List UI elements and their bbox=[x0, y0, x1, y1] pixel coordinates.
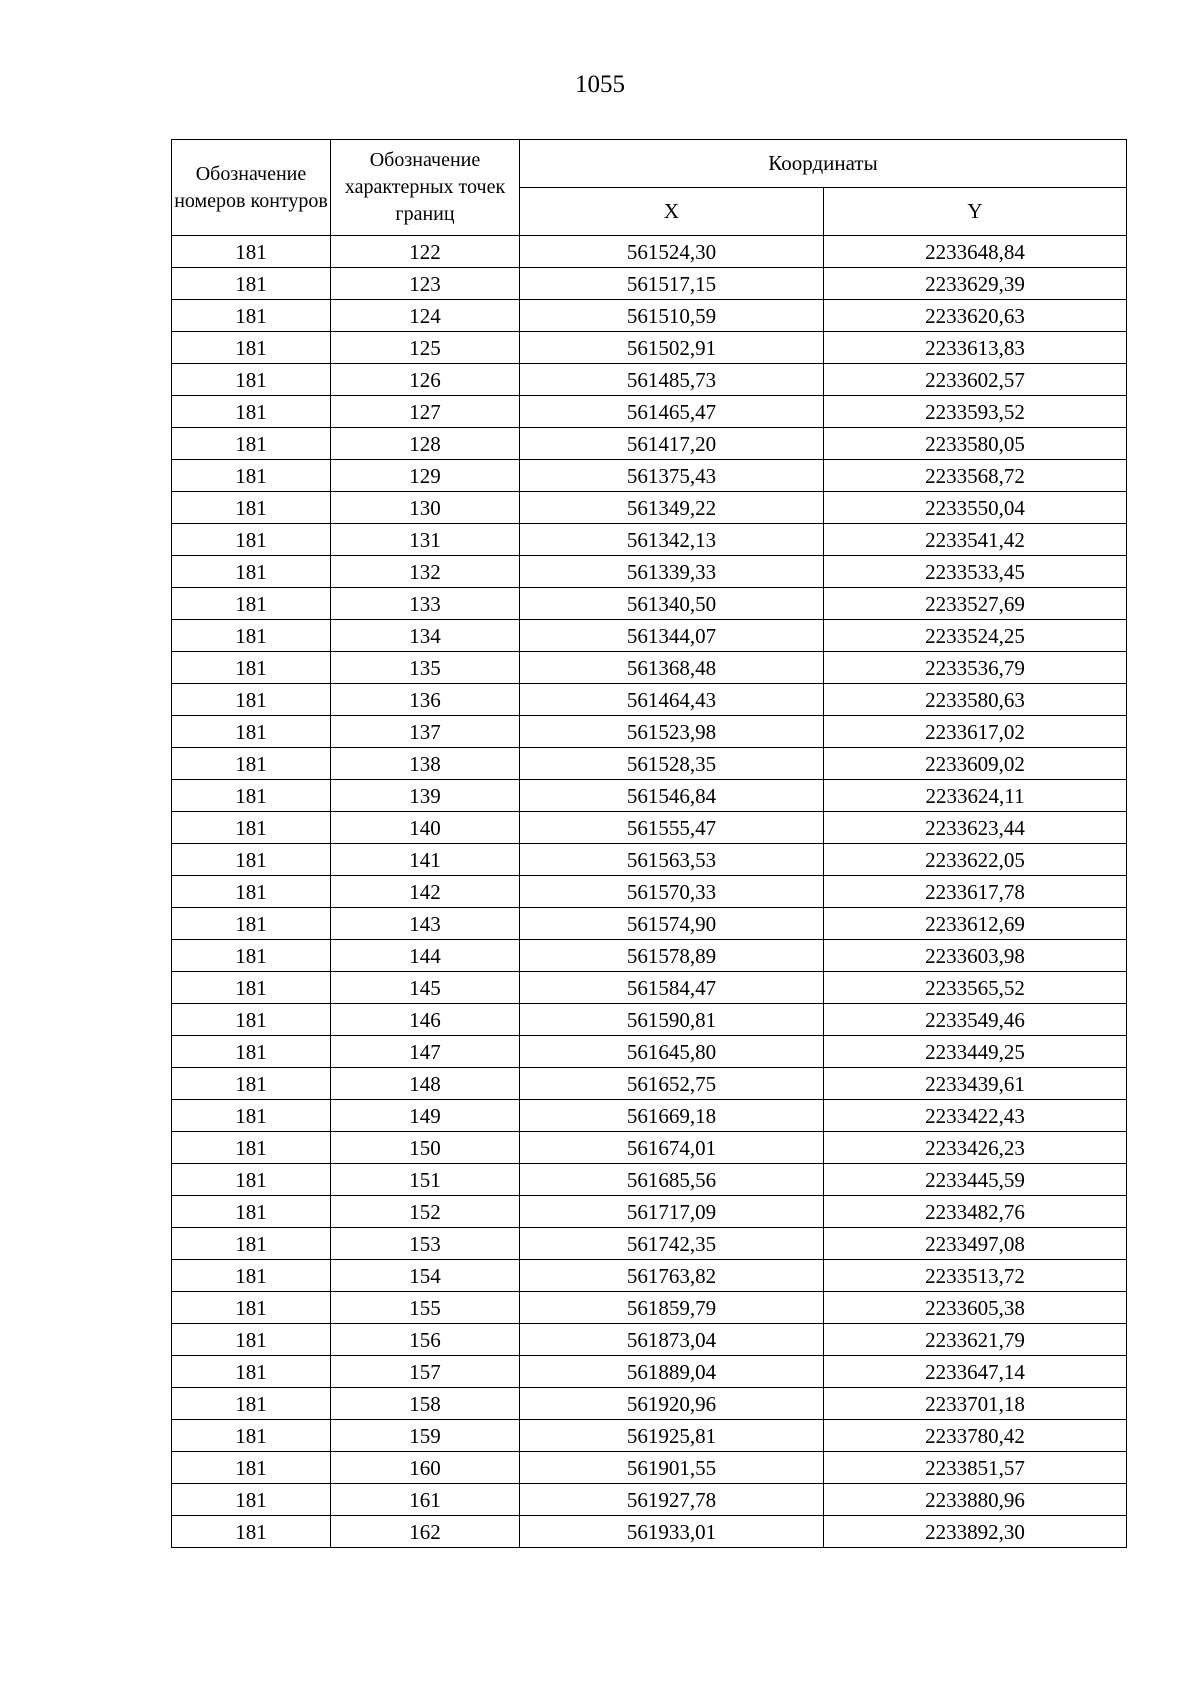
table-row bbox=[172, 1292, 1127, 1324]
cell-x-coordinate: 561464,43 bbox=[520, 684, 824, 716]
cell-x-coordinate: 561652,75 bbox=[520, 1068, 824, 1100]
table-row bbox=[172, 748, 1127, 780]
cell-point-number: 133 bbox=[331, 588, 520, 620]
cell-contour-number: 181 bbox=[172, 428, 331, 460]
header-y: Y bbox=[824, 188, 1127, 236]
cell-point-number: 137 bbox=[331, 716, 520, 748]
cell-contour-number: 181 bbox=[172, 300, 331, 332]
cell-y-coordinate: 2233612,69 bbox=[824, 908, 1127, 940]
cell-x-coordinate: 561859,79 bbox=[520, 1292, 824, 1324]
cell-contour-number: 181 bbox=[172, 1388, 331, 1420]
cell-point-number: 142 bbox=[331, 876, 520, 908]
table-row bbox=[172, 332, 1127, 364]
table-row bbox=[172, 492, 1127, 524]
cell-point-number: 136 bbox=[331, 684, 520, 716]
cell-x-coordinate: 561717,09 bbox=[520, 1196, 824, 1228]
table-row bbox=[172, 268, 1127, 300]
table-row bbox=[172, 620, 1127, 652]
cell-point-number: 141 bbox=[331, 844, 520, 876]
cell-contour-number: 181 bbox=[172, 716, 331, 748]
cell-point-number: 127 bbox=[331, 396, 520, 428]
cell-point-number: 125 bbox=[331, 332, 520, 364]
cell-contour-number: 181 bbox=[172, 1068, 331, 1100]
table-row bbox=[172, 1132, 1127, 1164]
table-row bbox=[172, 1484, 1127, 1516]
cell-point-number: 146 bbox=[331, 1004, 520, 1036]
cell-y-coordinate: 2233449,25 bbox=[824, 1036, 1127, 1068]
table-row bbox=[172, 236, 1127, 268]
cell-contour-number: 181 bbox=[172, 1356, 331, 1388]
cell-contour-number: 181 bbox=[172, 748, 331, 780]
cell-x-coordinate: 561873,04 bbox=[520, 1324, 824, 1356]
cell-y-coordinate: 2233602,57 bbox=[824, 364, 1127, 396]
cell-x-coordinate: 561570,33 bbox=[520, 876, 824, 908]
cell-contour-number: 181 bbox=[172, 556, 331, 588]
cell-contour-number: 181 bbox=[172, 268, 331, 300]
cell-x-coordinate: 561674,01 bbox=[520, 1132, 824, 1164]
table-row bbox=[172, 524, 1127, 556]
cell-y-coordinate: 2233497,08 bbox=[824, 1228, 1127, 1260]
cell-x-coordinate: 561889,04 bbox=[520, 1356, 824, 1388]
cell-point-number: 150 bbox=[331, 1132, 520, 1164]
cell-point-number: 124 bbox=[331, 300, 520, 332]
cell-point-number: 123 bbox=[331, 268, 520, 300]
table-row bbox=[172, 396, 1127, 428]
cell-y-coordinate: 2233620,63 bbox=[824, 300, 1127, 332]
cell-point-number: 145 bbox=[331, 972, 520, 1004]
cell-point-number: 154 bbox=[331, 1260, 520, 1292]
cell-contour-number: 181 bbox=[172, 1164, 331, 1196]
cell-contour-number: 181 bbox=[172, 652, 331, 684]
cell-y-coordinate: 2233617,02 bbox=[824, 716, 1127, 748]
cell-x-coordinate: 561742,35 bbox=[520, 1228, 824, 1260]
cell-y-coordinate: 2233533,45 bbox=[824, 556, 1127, 588]
table-row bbox=[172, 1036, 1127, 1068]
cell-x-coordinate: 561555,47 bbox=[520, 812, 824, 844]
cell-x-coordinate: 561546,84 bbox=[520, 780, 824, 812]
cell-x-coordinate: 561485,73 bbox=[520, 364, 824, 396]
cell-contour-number: 181 bbox=[172, 1420, 331, 1452]
cell-x-coordinate: 561502,91 bbox=[520, 332, 824, 364]
page-number: 1055 bbox=[575, 71, 625, 98]
cell-contour-number: 181 bbox=[172, 1132, 331, 1164]
cell-contour-number: 181 bbox=[172, 1324, 331, 1356]
cell-contour-number: 181 bbox=[172, 1452, 331, 1484]
cell-y-coordinate: 2233568,72 bbox=[824, 460, 1127, 492]
cell-contour-number: 181 bbox=[172, 1036, 331, 1068]
table-row bbox=[172, 1420, 1127, 1452]
cell-y-coordinate: 2233648,84 bbox=[824, 236, 1127, 268]
table-row bbox=[172, 1196, 1127, 1228]
cell-x-coordinate: 561574,90 bbox=[520, 908, 824, 940]
header-point-designation: Обозначение характерных точек границ bbox=[331, 140, 520, 236]
cell-y-coordinate: 2233603,98 bbox=[824, 940, 1127, 972]
cell-point-number: 161 bbox=[331, 1484, 520, 1516]
cell-point-number: 126 bbox=[331, 364, 520, 396]
table-row bbox=[172, 812, 1127, 844]
cell-y-coordinate: 2233780,42 bbox=[824, 1420, 1127, 1452]
cell-x-coordinate: 561375,43 bbox=[520, 460, 824, 492]
cell-contour-number: 181 bbox=[172, 492, 331, 524]
table-row bbox=[172, 1068, 1127, 1100]
table-row bbox=[172, 844, 1127, 876]
cell-x-coordinate: 561349,22 bbox=[520, 492, 824, 524]
cell-point-number: 147 bbox=[331, 1036, 520, 1068]
cell-x-coordinate: 561645,80 bbox=[520, 1036, 824, 1068]
table-body bbox=[172, 236, 1127, 1548]
cell-y-coordinate: 2233541,42 bbox=[824, 524, 1127, 556]
cell-y-coordinate: 2233622,05 bbox=[824, 844, 1127, 876]
cell-contour-number: 181 bbox=[172, 1100, 331, 1132]
cell-point-number: 156 bbox=[331, 1324, 520, 1356]
cell-point-number: 149 bbox=[331, 1100, 520, 1132]
cell-contour-number: 181 bbox=[172, 1228, 331, 1260]
cell-y-coordinate: 2233880,96 bbox=[824, 1484, 1127, 1516]
cell-y-coordinate: 2233892,30 bbox=[824, 1516, 1127, 1548]
cell-point-number: 134 bbox=[331, 620, 520, 652]
cell-contour-number: 181 bbox=[172, 940, 331, 972]
cell-y-coordinate: 2233580,63 bbox=[824, 684, 1127, 716]
cell-x-coordinate: 561578,89 bbox=[520, 940, 824, 972]
table-row bbox=[172, 1452, 1127, 1484]
cell-x-coordinate: 561417,20 bbox=[520, 428, 824, 460]
cell-point-number: 153 bbox=[331, 1228, 520, 1260]
cell-x-coordinate: 561763,82 bbox=[520, 1260, 824, 1292]
table-row bbox=[172, 1164, 1127, 1196]
cell-point-number: 130 bbox=[331, 492, 520, 524]
table-row bbox=[172, 300, 1127, 332]
cell-contour-number: 181 bbox=[172, 588, 331, 620]
cell-x-coordinate: 561339,33 bbox=[520, 556, 824, 588]
cell-x-coordinate: 561368,48 bbox=[520, 652, 824, 684]
cell-x-coordinate: 561465,47 bbox=[520, 396, 824, 428]
cell-contour-number: 181 bbox=[172, 684, 331, 716]
cell-x-coordinate: 561563,53 bbox=[520, 844, 824, 876]
cell-contour-number: 181 bbox=[172, 844, 331, 876]
cell-point-number: 131 bbox=[331, 524, 520, 556]
cell-point-number: 160 bbox=[331, 1452, 520, 1484]
cell-y-coordinate: 2233621,79 bbox=[824, 1324, 1127, 1356]
cell-contour-number: 181 bbox=[172, 1260, 331, 1292]
cell-point-number: 122 bbox=[331, 236, 520, 268]
cell-y-coordinate: 2233629,39 bbox=[824, 268, 1127, 300]
table-row bbox=[172, 876, 1127, 908]
cell-point-number: 138 bbox=[331, 748, 520, 780]
cell-y-coordinate: 2233609,02 bbox=[824, 748, 1127, 780]
cell-y-coordinate: 2233524,25 bbox=[824, 620, 1127, 652]
table-row bbox=[172, 428, 1127, 460]
cell-x-coordinate: 561920,96 bbox=[520, 1388, 824, 1420]
cell-x-coordinate: 561685,56 bbox=[520, 1164, 824, 1196]
cell-y-coordinate: 2233617,78 bbox=[824, 876, 1127, 908]
cell-y-coordinate: 2233701,18 bbox=[824, 1388, 1127, 1420]
cell-contour-number: 181 bbox=[172, 332, 331, 364]
table-row bbox=[172, 460, 1127, 492]
cell-y-coordinate: 2233580,05 bbox=[824, 428, 1127, 460]
cell-contour-number: 181 bbox=[172, 780, 331, 812]
header-x: X bbox=[520, 188, 824, 236]
cell-contour-number: 181 bbox=[172, 812, 331, 844]
cell-y-coordinate: 2233605,38 bbox=[824, 1292, 1127, 1324]
cell-point-number: 152 bbox=[331, 1196, 520, 1228]
cell-point-number: 139 bbox=[331, 780, 520, 812]
cell-point-number: 157 bbox=[331, 1356, 520, 1388]
cell-y-coordinate: 2233623,44 bbox=[824, 812, 1127, 844]
table-row bbox=[172, 556, 1127, 588]
cell-x-coordinate: 561590,81 bbox=[520, 1004, 824, 1036]
cell-x-coordinate: 561584,47 bbox=[520, 972, 824, 1004]
cell-x-coordinate: 561927,78 bbox=[520, 1484, 824, 1516]
cell-y-coordinate: 2233549,46 bbox=[824, 1004, 1127, 1036]
cell-y-coordinate: 2233565,52 bbox=[824, 972, 1127, 1004]
table-row bbox=[172, 1516, 1127, 1548]
cell-point-number: 140 bbox=[331, 812, 520, 844]
cell-x-coordinate: 561901,55 bbox=[520, 1452, 824, 1484]
cell-y-coordinate: 2233647,14 bbox=[824, 1356, 1127, 1388]
cell-point-number: 129 bbox=[331, 460, 520, 492]
cell-y-coordinate: 2233527,69 bbox=[824, 588, 1127, 620]
cell-x-coordinate: 561528,35 bbox=[520, 748, 824, 780]
cell-contour-number: 181 bbox=[172, 876, 331, 908]
coordinates-table bbox=[171, 139, 1127, 1548]
table-row bbox=[172, 972, 1127, 1004]
cell-contour-number: 181 bbox=[172, 1516, 331, 1548]
cell-y-coordinate: 2233482,76 bbox=[824, 1196, 1127, 1228]
cell-point-number: 132 bbox=[331, 556, 520, 588]
table-row bbox=[172, 684, 1127, 716]
table-row bbox=[172, 716, 1127, 748]
cell-y-coordinate: 2233536,79 bbox=[824, 652, 1127, 684]
cell-point-number: 128 bbox=[331, 428, 520, 460]
cell-point-number: 135 bbox=[331, 652, 520, 684]
cell-x-coordinate: 561669,18 bbox=[520, 1100, 824, 1132]
table-row bbox=[172, 588, 1127, 620]
table-row bbox=[172, 364, 1127, 396]
cell-y-coordinate: 2233439,61 bbox=[824, 1068, 1127, 1100]
cell-contour-number: 181 bbox=[172, 364, 331, 396]
header-contour-designation: Обозначение номеров контуров bbox=[172, 140, 331, 236]
cell-x-coordinate: 561340,50 bbox=[520, 588, 824, 620]
table-row bbox=[172, 652, 1127, 684]
cell-x-coordinate: 561524,30 bbox=[520, 236, 824, 268]
cell-y-coordinate: 2233426,23 bbox=[824, 1132, 1127, 1164]
cell-x-coordinate: 561925,81 bbox=[520, 1420, 824, 1452]
table-row bbox=[172, 1228, 1127, 1260]
cell-contour-number: 181 bbox=[172, 396, 331, 428]
cell-point-number: 155 bbox=[331, 1292, 520, 1324]
cell-x-coordinate: 561342,13 bbox=[520, 524, 824, 556]
cell-x-coordinate: 561517,15 bbox=[520, 268, 824, 300]
cell-contour-number: 181 bbox=[172, 908, 331, 940]
cell-y-coordinate: 2233445,59 bbox=[824, 1164, 1127, 1196]
cell-contour-number: 181 bbox=[172, 460, 331, 492]
cell-contour-number: 181 bbox=[172, 1004, 331, 1036]
cell-x-coordinate: 561344,07 bbox=[520, 620, 824, 652]
cell-y-coordinate: 2233550,04 bbox=[824, 492, 1127, 524]
table-row bbox=[172, 1100, 1127, 1132]
table-row bbox=[172, 1004, 1127, 1036]
cell-y-coordinate: 2233624,11 bbox=[824, 780, 1127, 812]
cell-contour-number: 181 bbox=[172, 236, 331, 268]
cell-y-coordinate: 2233613,83 bbox=[824, 332, 1127, 364]
cell-y-coordinate: 2233851,57 bbox=[824, 1452, 1127, 1484]
table-row bbox=[172, 908, 1127, 940]
cell-point-number: 148 bbox=[331, 1068, 520, 1100]
cell-contour-number: 181 bbox=[172, 524, 331, 556]
cell-point-number: 143 bbox=[331, 908, 520, 940]
table-row bbox=[172, 1388, 1127, 1420]
table-row bbox=[172, 1260, 1127, 1292]
cell-point-number: 158 bbox=[331, 1388, 520, 1420]
cell-contour-number: 181 bbox=[172, 1292, 331, 1324]
cell-y-coordinate: 2233593,52 bbox=[824, 396, 1127, 428]
cell-contour-number: 181 bbox=[172, 1484, 331, 1516]
cell-point-number: 144 bbox=[331, 940, 520, 972]
cell-contour-number: 181 bbox=[172, 620, 331, 652]
cell-x-coordinate: 561510,59 bbox=[520, 300, 824, 332]
cell-y-coordinate: 2233422,43 bbox=[824, 1100, 1127, 1132]
cell-point-number: 151 bbox=[331, 1164, 520, 1196]
cell-x-coordinate: 561933,01 bbox=[520, 1516, 824, 1548]
cell-contour-number: 181 bbox=[172, 1196, 331, 1228]
header-coordinates: Координаты bbox=[520, 140, 1127, 188]
cell-point-number: 159 bbox=[331, 1420, 520, 1452]
cell-point-number: 162 bbox=[331, 1516, 520, 1548]
cell-contour-number: 181 bbox=[172, 972, 331, 1004]
cell-x-coordinate: 561523,98 bbox=[520, 716, 824, 748]
table-row bbox=[172, 1356, 1127, 1388]
cell-y-coordinate: 2233513,72 bbox=[824, 1260, 1127, 1292]
table-row bbox=[172, 780, 1127, 812]
table-row bbox=[172, 1324, 1127, 1356]
table-row bbox=[172, 940, 1127, 972]
